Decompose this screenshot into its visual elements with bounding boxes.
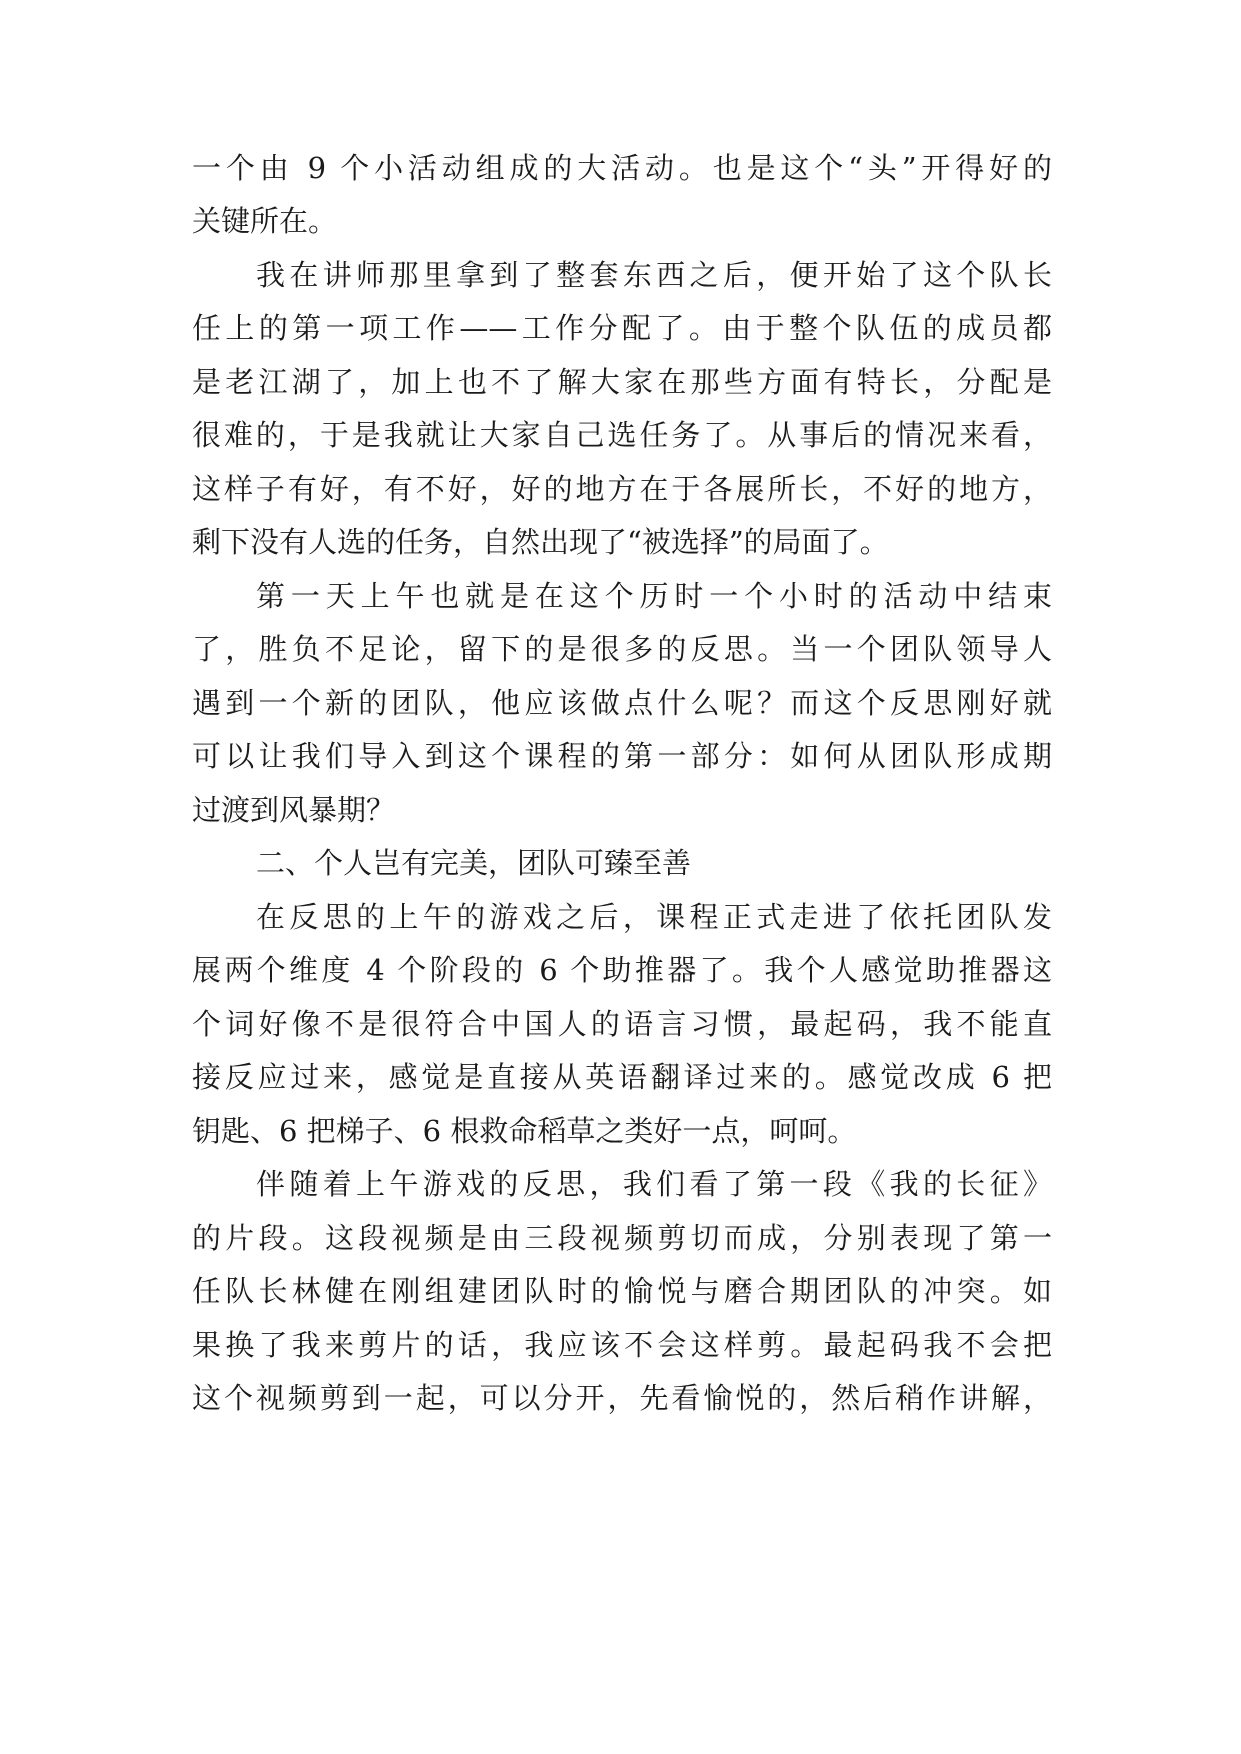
section-heading: 二、个人岂有完美，团队可臻至善 bbox=[256, 846, 692, 880]
text-line: 这个视频剪到一起，可以分开，先看愉悦的，然后稍作讲解， bbox=[192, 1381, 1052, 1415]
text-line: 过渡到风暴期？ bbox=[192, 793, 396, 827]
text-line: 一个由 9 个小活动组成的大活动。也是这个“头”开得好的 bbox=[192, 151, 1052, 185]
text-line: 这样子有好，有不好，好的地方在于各展所长，不好的地方， bbox=[192, 472, 1052, 506]
text-line: 可以让我们导入到这个课程的第一部分：如何从团队形成期 bbox=[192, 739, 1052, 773]
text-line: 的片段。这段视频是由三段视频剪切而成，分别表现了第一 bbox=[192, 1221, 1052, 1255]
text-line: 果换了我来剪片的话，我应该不会这样剪。最起码我不会把 bbox=[192, 1328, 1052, 1362]
text-line: 任上的第一项工作——工作分配了。由于整个队伍的成员都 bbox=[192, 311, 1052, 345]
text-line: 剩下没有人选的任务，自然出现了“被选择”的局面了。 bbox=[192, 525, 889, 559]
paragraph-first-line: 第一天上午也就是在这个历时一个小时的活动中结束 bbox=[256, 579, 1052, 613]
paragraph-first-line: 我在讲师那里拿到了整套东西之后，便开始了这个队长 bbox=[256, 258, 1052, 292]
text-line: 很难的，于是我就让大家自己选任务了。从事后的情况来看， bbox=[192, 418, 1052, 452]
paragraph-first-line: 伴随着上午游戏的反思，我们看了第一段《我的长征》 bbox=[256, 1167, 1052, 1201]
text-line: 个词好像不是很符合中国人的语言习惯，最起码，我不能直 bbox=[192, 1007, 1052, 1041]
text-line: 是老江湖了，加上也不了解大家在那些方面有特长，分配是 bbox=[192, 365, 1052, 399]
text-line: 了，胜负不足论，留下的是很多的反思。当一个团队领导人 bbox=[192, 632, 1052, 666]
text-line: 任队长林健在刚组建团队时的愉悦与磨合期团队的冲突。如 bbox=[192, 1274, 1052, 1308]
text-line: 关键所在。 bbox=[192, 204, 338, 238]
text-line: 遇到一个新的团队，他应该做点什么呢？而这个反思刚好就 bbox=[192, 686, 1052, 720]
text-line: 展两个维度 4 个阶段的 6 个助推器了。我个人感觉助推器这 bbox=[192, 953, 1052, 987]
text-line: 钥匙、6 把梯子、6 根救命稻草之类好一点，呵呵。 bbox=[192, 1114, 857, 1148]
paragraph-first-line: 在反思的上午的游戏之后，课程正式走进了依托团队发 bbox=[256, 900, 1052, 934]
text-line: 接反应过来，感觉是直接从英语翻译过来的。感觉改成 6 把 bbox=[192, 1060, 1052, 1094]
